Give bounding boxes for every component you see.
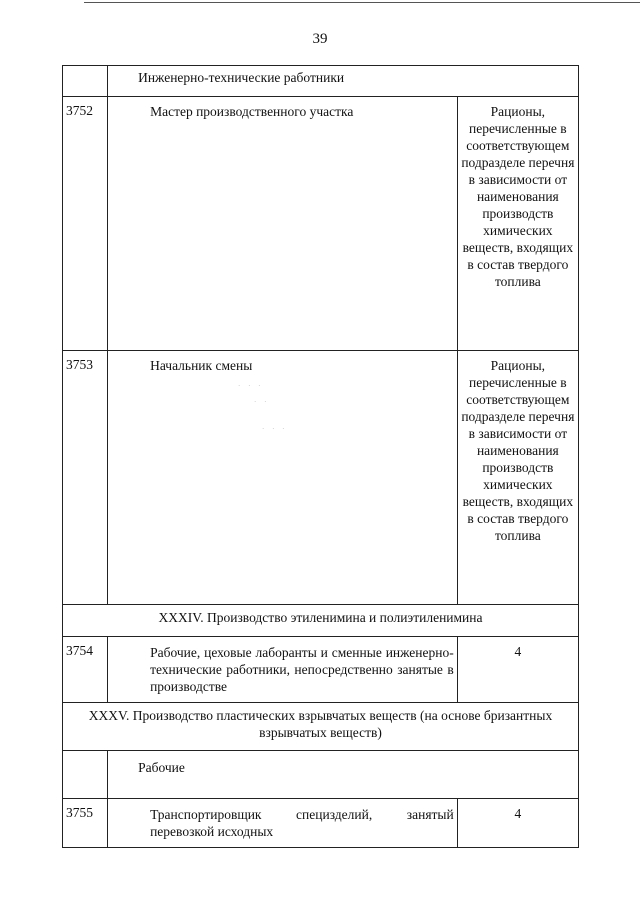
ration-cell: 4 <box>457 799 578 848</box>
table-row <box>63 66 579 97</box>
job-title: Мастер производственного участка <box>108 97 458 351</box>
row-number: 3753 <box>63 351 108 605</box>
table-row <box>63 637 579 703</box>
job-title: Рабочие, цеховые лаборанты и сменные инженерно-технические работники, непосредственно занятые в производстве <box>108 637 458 703</box>
subheader-workers: Рабочие <box>108 751 579 799</box>
table-row <box>63 605 579 637</box>
job-title: Начальник смены <box>108 351 458 605</box>
section-heading-xxxv: XXXV. Производство пластических взрывчатых веществ (на основе бризантных взрывчатых веществ) <box>63 703 579 751</box>
empty-number-cell <box>63 66 108 97</box>
scan-noise: · · <box>254 398 270 406</box>
job-title: Транспортировщик специзделий, занятый перевозкой исходных <box>108 799 458 848</box>
page-number: 39 <box>312 31 328 47</box>
ration-cell: Рационы, перечисленные в соответствующем подразделе перечня в зависимости от наименования производств химических веществ, входящих в состав твердого топлива <box>457 97 578 351</box>
scan-noise: · · · <box>262 425 288 433</box>
scan-noise: · · · <box>238 382 264 390</box>
ration-cell: 4 <box>457 637 578 703</box>
table-row <box>63 799 579 848</box>
table-row <box>63 751 579 799</box>
subheader-engineering: Инженерно-технические работники <box>108 66 579 97</box>
rations-table <box>62 65 579 848</box>
row-number: 3752 <box>63 97 108 351</box>
row-number: 3755 <box>63 799 108 848</box>
ration-cell: Рационы, перечисленные в соответствующем подразделе перечня в зависимости от наименования производств химических веществ, входящих в состав твердого топлива <box>457 351 578 605</box>
section-heading-xxxiv: XXXIV. Производство этиленимина и полиэтиленимина <box>63 605 579 637</box>
top-edge-line <box>84 2 640 3</box>
table-row <box>63 351 579 605</box>
table-row <box>63 703 579 751</box>
empty-number-cell <box>63 751 108 799</box>
table-row <box>63 97 579 351</box>
row-number: 3754 <box>63 637 108 703</box>
